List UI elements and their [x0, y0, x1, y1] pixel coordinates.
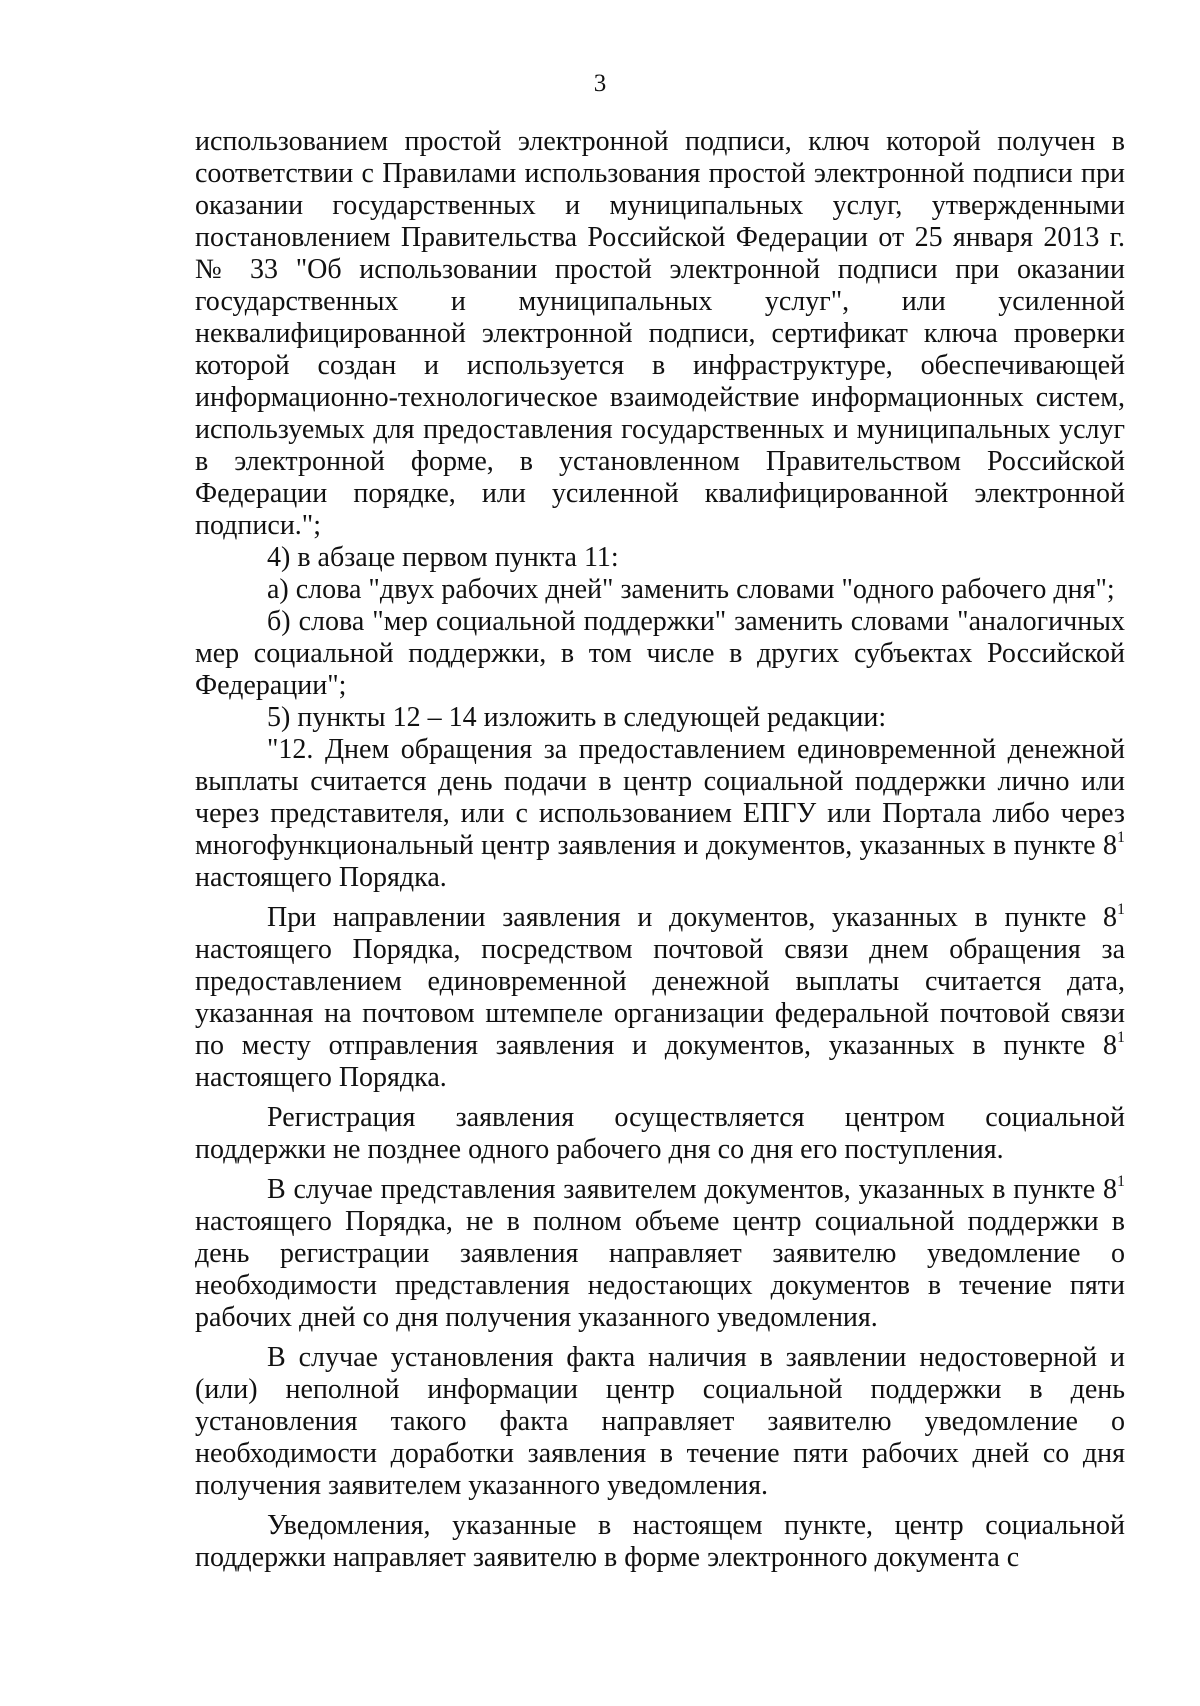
- paragraph-point-12: [195, 734, 1125, 894]
- paragraph-text: "12. Днем обращения за предоставлением единовременной денежной выплаты считается день подачи в центр социальной поддержки лично или через представителя, или с использованием ЕПГУ или Портала либо через многофункциональный центр заявления и документов, указанных в пункте 8: [195, 734, 1125, 861]
- paragraph-notifications: Уведомления, указанные в настоящем пункте, центр социальной поддержки направляет заявителю в форме электронного документа с: [195, 1510, 1125, 1573]
- paragraph-continuation: использованием простой электронной подписи, ключ которой получен в соответствии с Правилами использования простой электронной подписи при оказании государственных и муниципальных услуг, утвержденными постановлением Правительства Российской Федерации от 25 января 2013 г. № 33 "Об использовании простой электронной подписи при оказании государственных и муниципальных услуг", или усиленной неквалифицированной электронной подписи, сертификат ключа проверки которой создан и используется в инфраструктуре, обеспечивающей информационно-технологическое взаимодействие информационных систем, используемых для предоставления государственных и муниципальных услуг в электронной форме, в установленном Правительством Российской Федерации порядке, или усиленной квалифицированной электронной подписи.";: [195, 126, 1125, 541]
- paragraph-item-5: 5) пункты 12 – 14 изложить в следующей редакции:: [267, 702, 887, 733]
- superscript: 1: [1117, 1173, 1125, 1190]
- paragraph-text: В случае представления заявителем документов, указанных в пункте 8: [267, 1174, 1117, 1205]
- superscript: 1: [1117, 901, 1125, 918]
- paragraph-text: При направлении заявления и документов, указанных в пункте 8: [267, 902, 1117, 933]
- paragraph-text: настоящего Порядка.: [195, 862, 447, 893]
- superscript: 1: [1117, 829, 1125, 846]
- page-number: 3: [593, 70, 607, 97]
- paragraph-item-4: 4) в абзаце первом пункта 11:: [267, 542, 619, 573]
- paragraph-registration: Регистрация заявления осуществляется центром социальной поддержки не позднее одного рабочего дня со дня его поступления.: [195, 1102, 1125, 1165]
- paragraph-text: настоящего Порядка, посредством почтовой связи днем обращения за предоставлением единовременной денежной выплаты считается дата, указанная на почтовом штемпеле организации федеральной почтовой связи по месту отправления заявления и документов, указанных в пункте 8: [195, 934, 1125, 1061]
- paragraph-incomplete-documents: [195, 1174, 1125, 1334]
- paragraph-text: настоящего Порядка, не в полном объеме центр социальной поддержки в день регистрации заявления направляет заявителю уведомление о необходимости представления недостающих документов в течение пяти рабочих дней со дня получения указанного уведомления.: [195, 1206, 1125, 1333]
- superscript: 1: [1117, 1029, 1125, 1046]
- paragraph-inaccurate-info: В случае установления факта наличия в заявлении недостоверной и (или) неполной информации центр социальной поддержки в день установления такого факта направляет заявителю уведомление о необходимости доработки заявления в течение пяти рабочих дней со дня получения заявителем указанного уведомления.: [195, 1342, 1125, 1501]
- document-body: [195, 126, 1125, 1574]
- paragraph-postal: [195, 902, 1125, 1094]
- paragraph-item-4a: а) слова "двух рабочих дней" заменить словами "одного рабочего дня";: [267, 574, 1115, 605]
- paragraph-text: настоящего Порядка.: [195, 1062, 447, 1093]
- paragraph-item-4b: б) слова "мер социальной поддержки" заменить словами "аналогичных мер социальной поддержки, в том числе в других субъектах Российской Федерации";: [195, 606, 1125, 701]
